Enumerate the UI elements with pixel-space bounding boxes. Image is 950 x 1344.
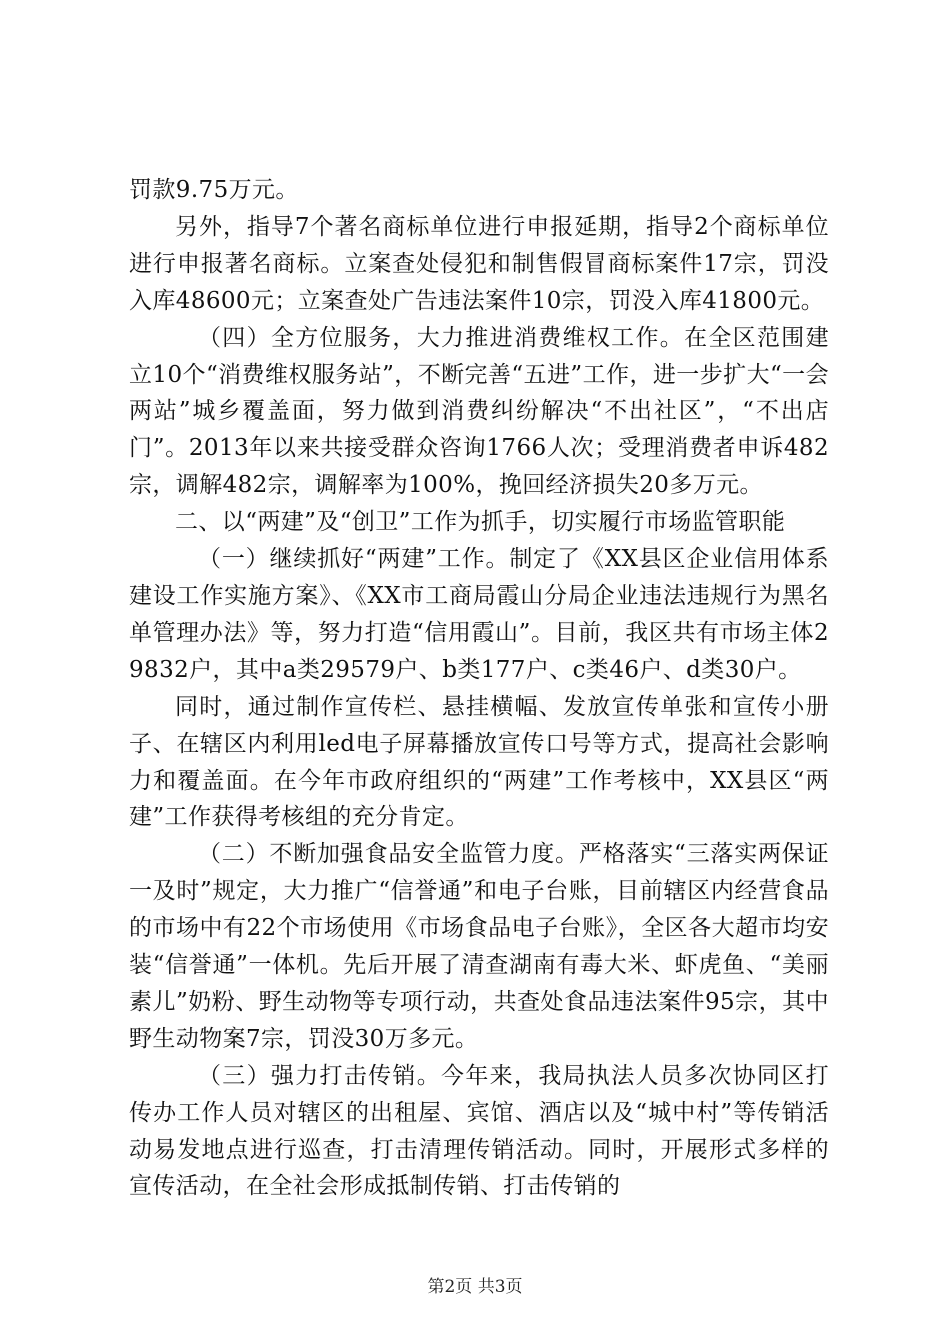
paragraph-trademark: 另外，指导7个著名商标单位进行申报延期，指导2个商标单位进行申报著名商标。立案查处侵犯和制售假冒商标案件17宗，罚没入库48600元；立案查处广告违法案件10宗，罚没入库41800元。 [129, 213, 829, 314]
section-heading-two: 二、以“两建”及“创卫”工作为抓手，切实履行市场监管职能 [175, 509, 786, 536]
paragraph-food-safety: （二）不断加强食品安全监管力度。严格落实“三落实两保证一及时”规定，大力推广“信誉通”和电子台账，目前辖区内经营食品的市场中有22个市场使用《市场食品电子台账》，全区各大超市均安装“信誉通”一体机。先后开展了清查湖南有毒大米、虾虎鱼、“美丽素儿”奶粉、野生动物等专项行动，共查处食品违法案件95宗，其中野生动物案7宗，罚没30万多元。 [129, 841, 829, 1052]
paragraph-anti-mlm: （三）强力打击传销。今年来，我局执法人员多次协同区打传办工作人员对辖区的出租屋、宾馆、酒店以及“城中村”等传销活动易发地点进行巡查，打击清理传销活动。同时，开展形式多样的宣传活动，在全社会形成抵制传销、打击传销的 [129, 1062, 829, 1200]
document-body [129, 172, 829, 1205]
paragraph-publicity: 同时，通过制作宣传栏、悬挂横幅、发放宣传单张和宣传小册子、在辖区内利用led电子屏幕播放宣传口号等方式，提高社会影响力和覆盖面。在今年市政府组织的“两建”工作考核中，XX县区“两建”工作获得考核组的充分肯定。 [129, 693, 829, 831]
paragraph-consumer-rights: （四）全方位服务，大力推进消费维权工作。在全区范围建立10个“消费维权服务站”，不断完善“五进”工作，进一步扩大“一会两站”城乡覆盖面，努力做到消费纠纷解决“不出社区”，“不出店门”。2013年以来共接受群众咨询1766人次；受理消费者申诉482宗，调解482宗，调解率为100%，挽回经济损失20多万元。 [129, 324, 829, 499]
paragraph-credit-system: （一）继续抓好“两建”工作。制定了《XX县区企业信用体系建设工作实施方案》、《XX市工商局霞山分局企业违法违规行为黑名单管理办法》等，努力打造“信用霞山”。目前，我区共有市场主体29832户，其中a类29579户、b类177户、c类46户、d类30户。 [129, 546, 829, 683]
page-footer: 第2页 共3页 [427, 1277, 523, 1297]
paragraph-fine-total: 罚款9.75万元。 [129, 177, 299, 203]
